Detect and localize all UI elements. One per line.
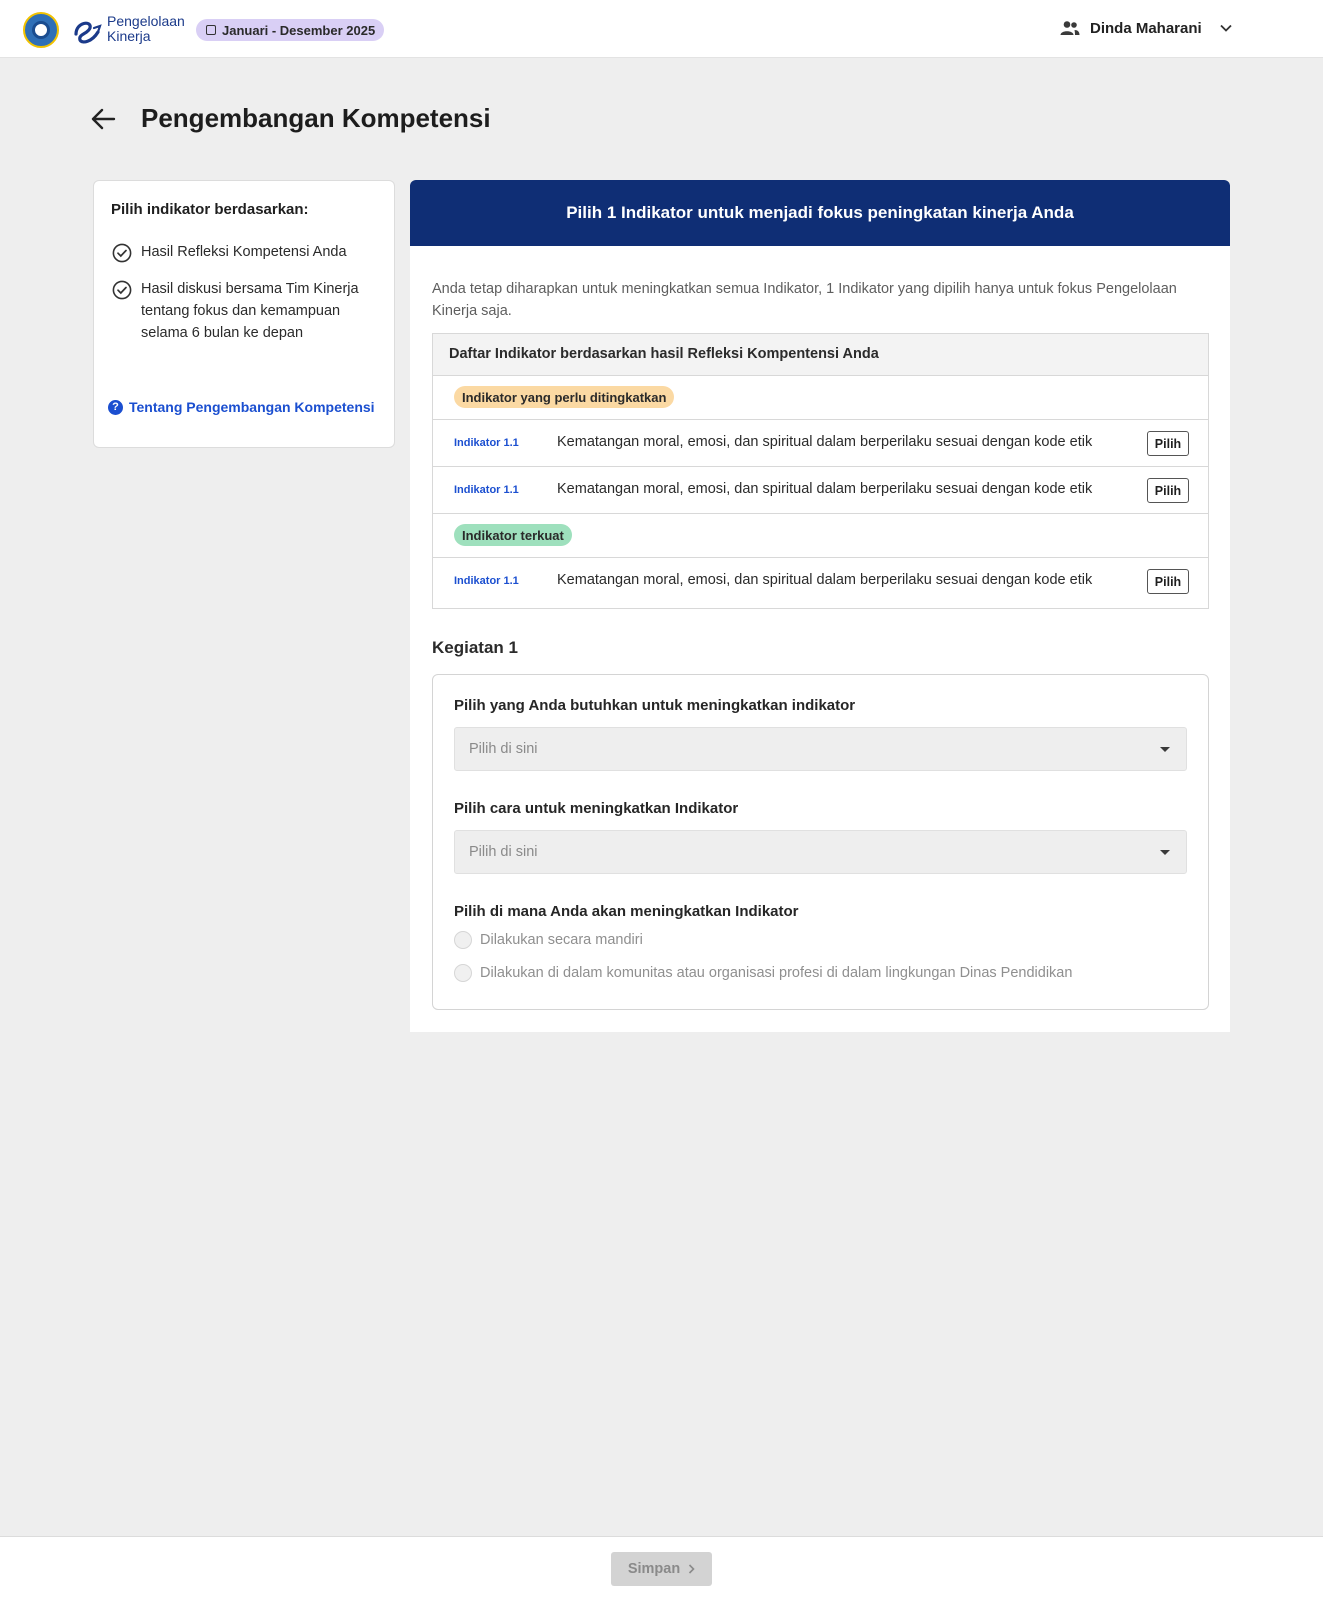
user-menu[interactable] (1060, 16, 1232, 40)
select-indicator-button[interactable]: Pilih (1147, 431, 1189, 456)
check-circle-icon (112, 280, 132, 300)
back-arrow-icon[interactable] (90, 106, 116, 132)
criteria-heading: Pilih indikator berdasarkan: (111, 201, 309, 218)
user-name: Dinda Maharani (1090, 19, 1202, 37)
caret-down-icon (1160, 850, 1170, 855)
top-bar (0, 0, 1323, 58)
select-indicator-button[interactable]: Pilih (1147, 478, 1189, 503)
criteria-item (112, 278, 382, 344)
group-header (433, 514, 1208, 558)
needs-improvement-badge: Indikator yang perlu ditingkatkan (454, 386, 674, 408)
strongest-badge: Indikator terkuat (454, 524, 572, 546)
save-button[interactable]: Simpan (611, 1552, 712, 1586)
radio-option-community[interactable]: Dilakukan di dalam komunitas atau organisasi profesi di dalam lingkungan Dinas Pendidikan (454, 964, 1072, 982)
indicator-description: Kematangan moral, emosi, dan spiritual dalam berperilaku sesuai dengan kode etik (557, 481, 1093, 497)
indicator-code: Indikator 1.1 (454, 575, 519, 587)
activity-form (432, 674, 1209, 1010)
ministry-emblem-icon (23, 12, 59, 48)
indicator-row (433, 420, 1208, 467)
brand-logo-icon (70, 14, 104, 46)
indicator-description: Kematangan moral, emosi, dan spiritual dalam berperilaku sesuai dengan kode etik (557, 434, 1093, 450)
indicator-table-title: Daftar Indikator berdasarkan hasil Refleksi Kompentensi Anda (433, 334, 1208, 376)
brand-name: Pengelolaan Kinerja (107, 13, 185, 44)
group-header (433, 376, 1208, 420)
caret-down-icon (1160, 747, 1170, 752)
radio-option-independent[interactable]: Dilakukan secara mandiri (454, 931, 643, 949)
calendar-icon (206, 25, 216, 35)
indicator-table (432, 333, 1209, 609)
about-competency-link[interactable]: ? Tentang Pengembangan Kompetensi (108, 399, 375, 415)
method-placeholder: Pilih di sini (469, 844, 538, 860)
criteria-item (112, 241, 347, 263)
period-badge[interactable]: Januari - Desember 2025 (196, 19, 384, 41)
indicator-row (433, 467, 1208, 514)
method-select[interactable] (454, 830, 1187, 874)
need-select[interactable] (454, 727, 1187, 771)
intro-text: Anda tetap diharapkan untuk meningkatkan semua Indikator, 1 Indikator yang dipilih hanya untuk fokus Pengelolaan Kinerja saja. (432, 281, 1177, 319)
chevron-down-icon (1220, 24, 1232, 32)
method-label: Pilih cara untuk meningkatkan Indikator (454, 800, 739, 817)
people-icon (1060, 20, 1080, 36)
main-panel (410, 180, 1230, 1032)
need-placeholder: Pilih di sini (469, 741, 538, 757)
criteria-label: Hasil Refleksi Kompetensi Anda (141, 244, 347, 260)
page-title: Pengembangan Kompetensi (141, 103, 491, 133)
footer-bar (0, 1536, 1323, 1600)
select-indicator-button[interactable]: Pilih (1147, 569, 1189, 594)
help-icon: ? (108, 400, 123, 415)
radio-button[interactable] (454, 931, 472, 949)
check-circle-icon (112, 243, 132, 263)
need-label: Pilih yang Anda butuhkan untuk meningkatkan indikator (454, 697, 856, 714)
criteria-card (93, 180, 395, 448)
activity-title: Kegiatan 1 (432, 638, 518, 657)
radio-button[interactable] (454, 964, 472, 982)
indicator-row (433, 558, 1208, 605)
indicator-description: Kematangan moral, emosi, dan spiritual dalam berperilaku sesuai dengan kode etik (557, 572, 1093, 588)
where-label: Pilih di mana Anda akan meningkatkan Indikator (454, 903, 799, 920)
criteria-label: Hasil diskusi bersama Tim Kinerja tentang fokus dan kemampuan selama 6 bulan ke depan (141, 281, 359, 341)
indicator-code: Indikator 1.1 (454, 437, 519, 449)
indicator-code: Indikator 1.1 (454, 484, 519, 496)
chevron-right-icon (688, 1564, 695, 1574)
instruction-banner: Pilih 1 Indikator untuk menjadi fokus peningkatan kinerja Anda (410, 180, 1230, 246)
